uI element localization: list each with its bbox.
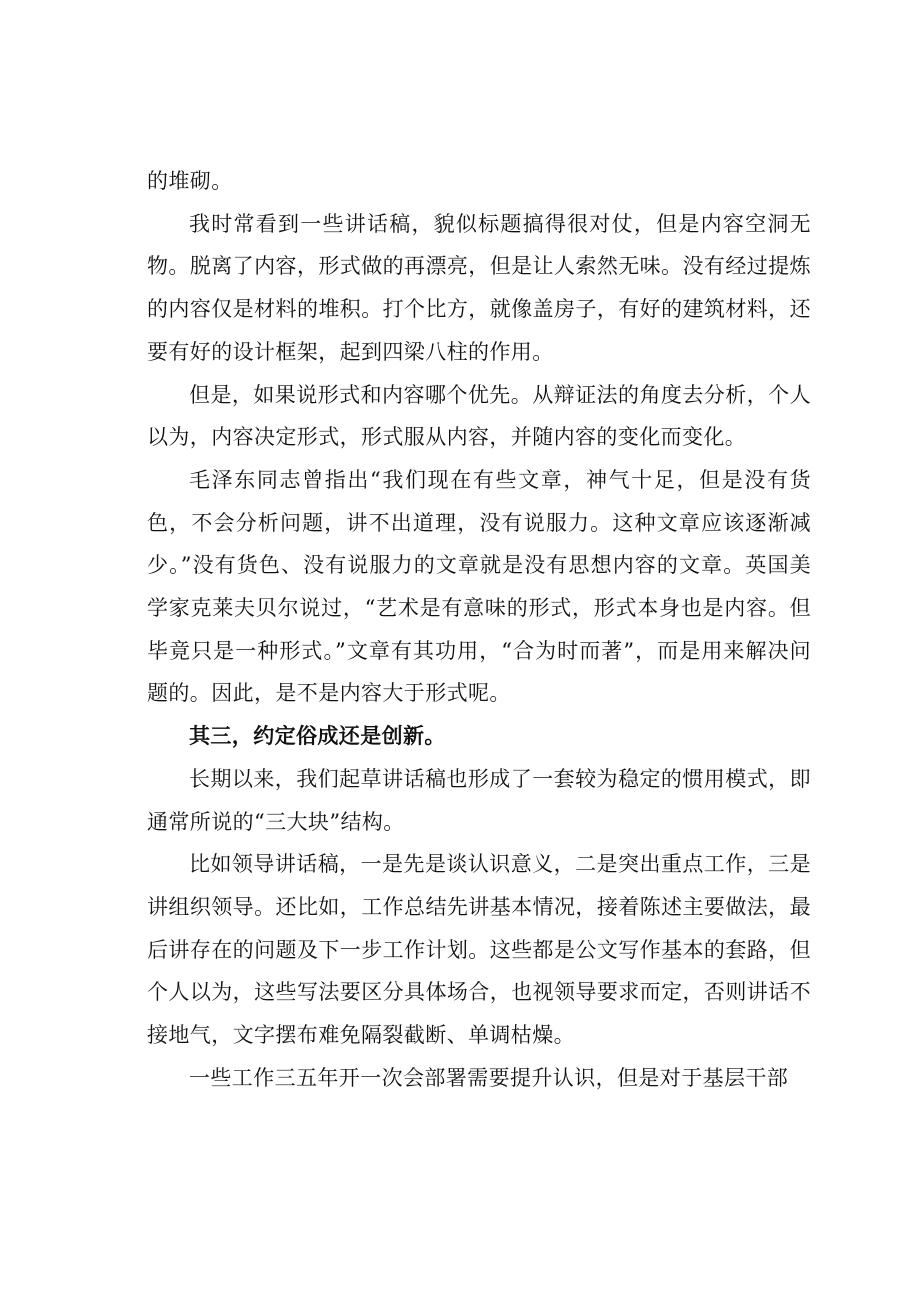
paragraph-mao-quote: 毛泽东同志曾指出“我们现在有些文章，神气十足，但是没有货色，不会分析问题，讲不出道理，没有说服力。这种文章应该逐渐减少。”没有货色、没有说服力的文章就是没有思想内容的文章。英国美学家克莱夫贝尔说过，“艺术是有意味的形式，形式本身也是内容。但毕竟只是一种形式。”文章有其功用，“合为时而著”，而是用来解决问题的。因此，是不是内容大于形式呢。	[147, 467, 811, 706]
paragraph-speech-drafts: 我时常看到一些讲话稿，貌似标题搞得很对仗，但是内容空洞无物。脱离了内容，形式做的再漂亮，但是让人索然无味。没有经过提炼的内容仅是材料的堆积。打个比方，就像盖房子，有好的建筑材料，还要有好的设计框架，起到四梁八柱的作用。	[147, 211, 811, 364]
document-body	[147, 160, 811, 1099]
paragraph-continuation: 的堆砌。	[147, 169, 233, 193]
paragraph-form-vs-content: 但是，如果说形式和内容哪个优先。从辩证法的角度去分析，个人以为，内容决定形式，形式服从内容，并随内容的变化而变化。	[147, 382, 811, 450]
paragraph-three-blocks: 长期以来，我们起草讲话稿也形成了一套较为稳定的惯用模式，即通常所说的“三大块”结构。	[147, 766, 811, 834]
paragraph-grassroots: 一些工作三五年开一次会部署需要提升认识，但是对于基层干部	[189, 1065, 789, 1090]
section-heading-convention-or-innovation: 其三，约定俗成还是创新。	[189, 723, 446, 749]
paragraph-leader-speech-examples: 比如领导讲话稿，一是先是谈认识意义，二是突出重点工作，三是讲组织领导。还比如，工作总结先讲基本情况，接着陈述主要做法，最后讲存在的问题及下一步工作计划。这些都是公文写作基本的套路，但个人以为，这些写法要区分具体场合，也视领导要求而定，否则讲话不接地气，文字摆布难免隔裂截断、单调枯燥。	[147, 852, 811, 1048]
